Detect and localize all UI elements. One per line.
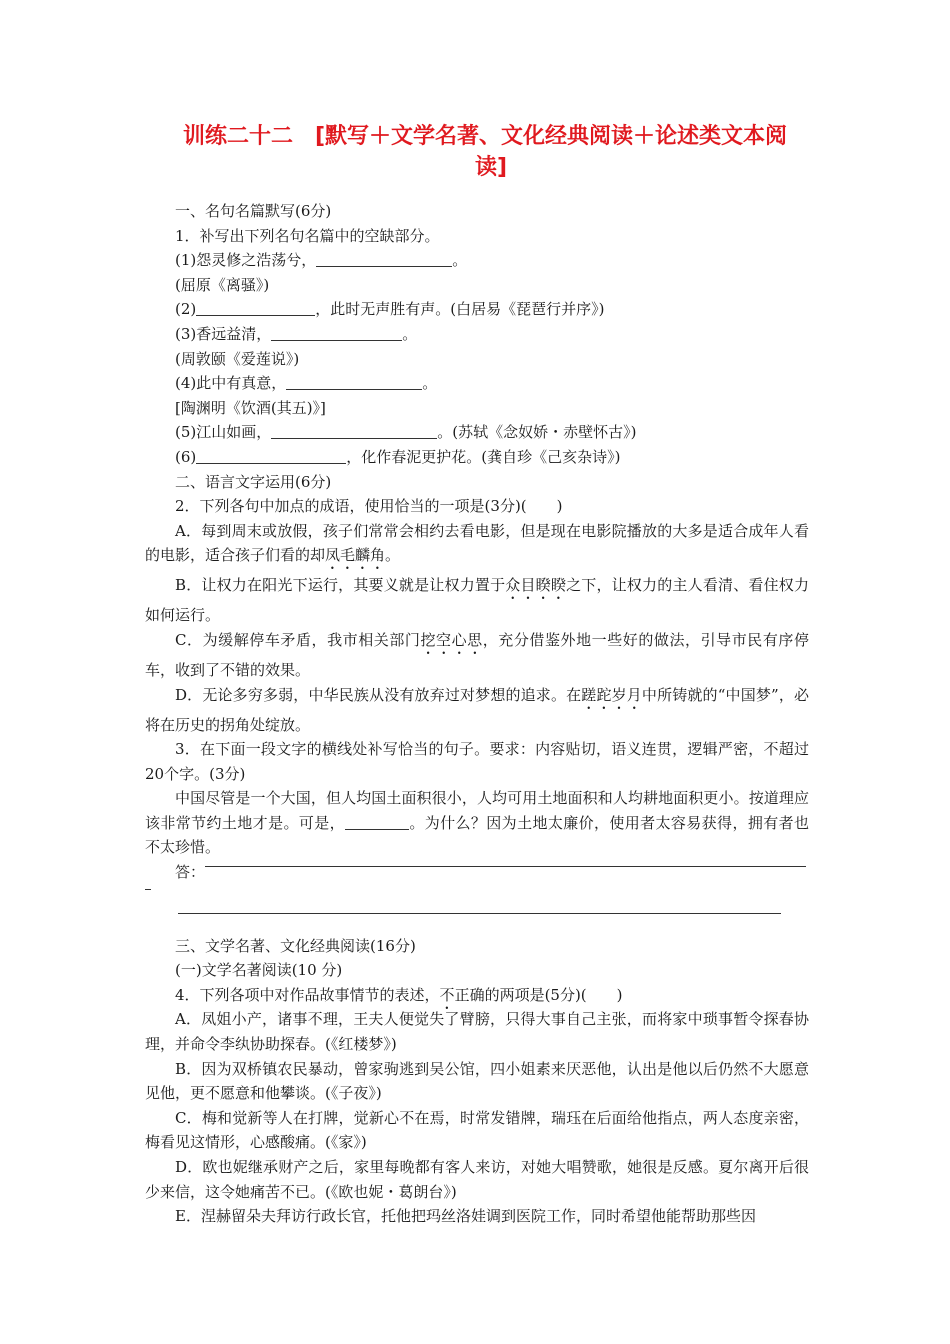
answer-blank[interactable] <box>271 422 437 439</box>
section-3-sub-1: (一)文学名著阅读(10 分) <box>175 961 343 980</box>
title-line-2: 读] <box>474 155 508 180</box>
q2-option-c: C．为缓解停车矛盾，我市相关部门挖空心思，充分借鉴外地一些好的做法，引导市民有序停车，收到了不错的效果。 <box>145 630 809 679</box>
section-1-heading: 一、名句名篇默写(6分) <box>175 202 332 220</box>
dotted-idiom: 蹉跎岁月 <box>581 685 642 704</box>
q1-item-6: (6) ，化作春泥更护花。(龚自珍《己亥杂诗》) <box>175 447 621 466</box>
q2-stem: 2．下列各句中加点的成语，使用恰当的一项是(3分)( ) <box>175 497 563 516</box>
section-3-heading: 三、文学名著、文化经典阅读(16分) <box>175 936 416 955</box>
q4-option-b: B．因为双桥镇农民暴动，曾家驹逃到吴公馆，四小姐素来厌恶他，认出是他以后仍然不大愿意见他，更不愿意和他攀谈。(《子夜》) <box>145 1059 809 1103</box>
q2-option-b: B．让权力在阳光下运行，其要义就是让权力置于众目睽睽之下，让权力的主人看清、看住权力如何运行。 <box>145 576 809 625</box>
q1-item-4-source: [陶渊明《饮酒(其五)》] <box>175 398 326 417</box>
q1-item-3: (3)香远益清， 。 <box>175 324 418 343</box>
q1-item-3-source: (周敦颐《爱莲说》) <box>175 349 300 368</box>
q3-passage: 中国尽管是一个大国，但人均国土面积很小，人均可用土地面积和人均耕地面积更小。按道理应该非常节约土地才是。可是， 。为什么？因为土地太廉价，使用者太容易获得，拥有者也不太珍惜。 <box>145 789 809 857</box>
title-line-1: 训练二十二 [默写＋文学名著、文化经典阅读＋论述类文本阅 <box>182 124 788 149</box>
answer-line-1[interactable] <box>205 866 806 867</box>
q3-answer-label: 答： <box>175 863 206 882</box>
answer-blank[interactable] <box>286 373 422 390</box>
q4-option-d: D．欧也妮继承财产之后，家里每晚都有客人来访，对她大唱赞歌，她很是反感。夏尔离开后很少来信，这令她痛苦不已。(《欧也妮・葛朗台》) <box>145 1158 809 1201</box>
q1-item-5: (5)江山如画， 。(苏轼《念奴娇・赤壁怀古》) <box>175 423 637 442</box>
q2-option-a: A．每到周末或放假，孩子们常常会相约去看电影，但是现在电影院播放的大多是适合成年人看的电影，适合孩子们看的却凤毛麟角。 <box>145 521 809 565</box>
q1-stem: 1．补写出下列名句名篇中的空缺部分。 <box>175 226 440 245</box>
answer-line-dash <box>145 889 151 890</box>
answer-blank[interactable] <box>345 813 409 830</box>
q1-item-4: (4)此中有真意， 。 <box>175 374 438 393</box>
section-2-heading: 二、语言文字运用(6分) <box>175 472 332 491</box>
answer-blank[interactable] <box>271 324 402 341</box>
page-title <box>150 121 820 183</box>
answer-blank[interactable] <box>316 250 452 267</box>
q1-item-2: (2) ，此时无声胜有声。(白居易《琵琶行并序》) <box>175 300 605 319</box>
answer-blank[interactable] <box>196 447 346 464</box>
q3-stem: 3．在下面一段文字的横线处补写恰当的句子。要求：内容贴切，语义连贯，逻辑严密，不超过20个字。(3分) <box>145 740 809 783</box>
answer-line-2[interactable] <box>178 913 781 914</box>
dotted-idiom: 凤毛麟角 <box>325 546 386 565</box>
q4-stem: 4．下列各项中对作品故事情节的表述，不正确的两项是(5分)( ) <box>175 985 623 1004</box>
q4-option-e: E．涅赫留朵夫拜访行政长官，托他把玛丝洛娃调到医院工作，同时希望他能帮助那些因 <box>175 1207 756 1226</box>
q4-option-a: A．凤姐小产，诸事不理，王夫人便觉失了臂膀，只得大事自己主张，而将家中琐事暂令探春协理，并命令李纨协助探春。(《红楼梦》) <box>145 1010 809 1054</box>
document-body <box>145 199 809 1229</box>
q4-option-c: C．梅和觉新等人在打牌，觉新心不在焉，时常发错牌，瑞珏在后面给他指点，两人态度亲密，梅看见这情形，心感酸痛。(《家》) <box>145 1108 809 1152</box>
q2-option-d: D．无论多穷多弱，中华民族从没有放弃过对梦想的追求。在蹉跎岁月中所铸就的“中国梦”，必将在历史的拐角处绽放。 <box>145 685 809 734</box>
dotted-idiom: 挖空心思 <box>420 630 483 649</box>
dotted-word: 不 <box>439 985 455 1004</box>
answer-blank[interactable] <box>196 299 315 316</box>
q1-item-1-source: (屈原《离骚》) <box>175 275 270 294</box>
dotted-idiom: 众目睽睽 <box>505 576 567 595</box>
q1-item-1: (1)怨灵修之浩荡兮， 。 <box>175 251 468 270</box>
